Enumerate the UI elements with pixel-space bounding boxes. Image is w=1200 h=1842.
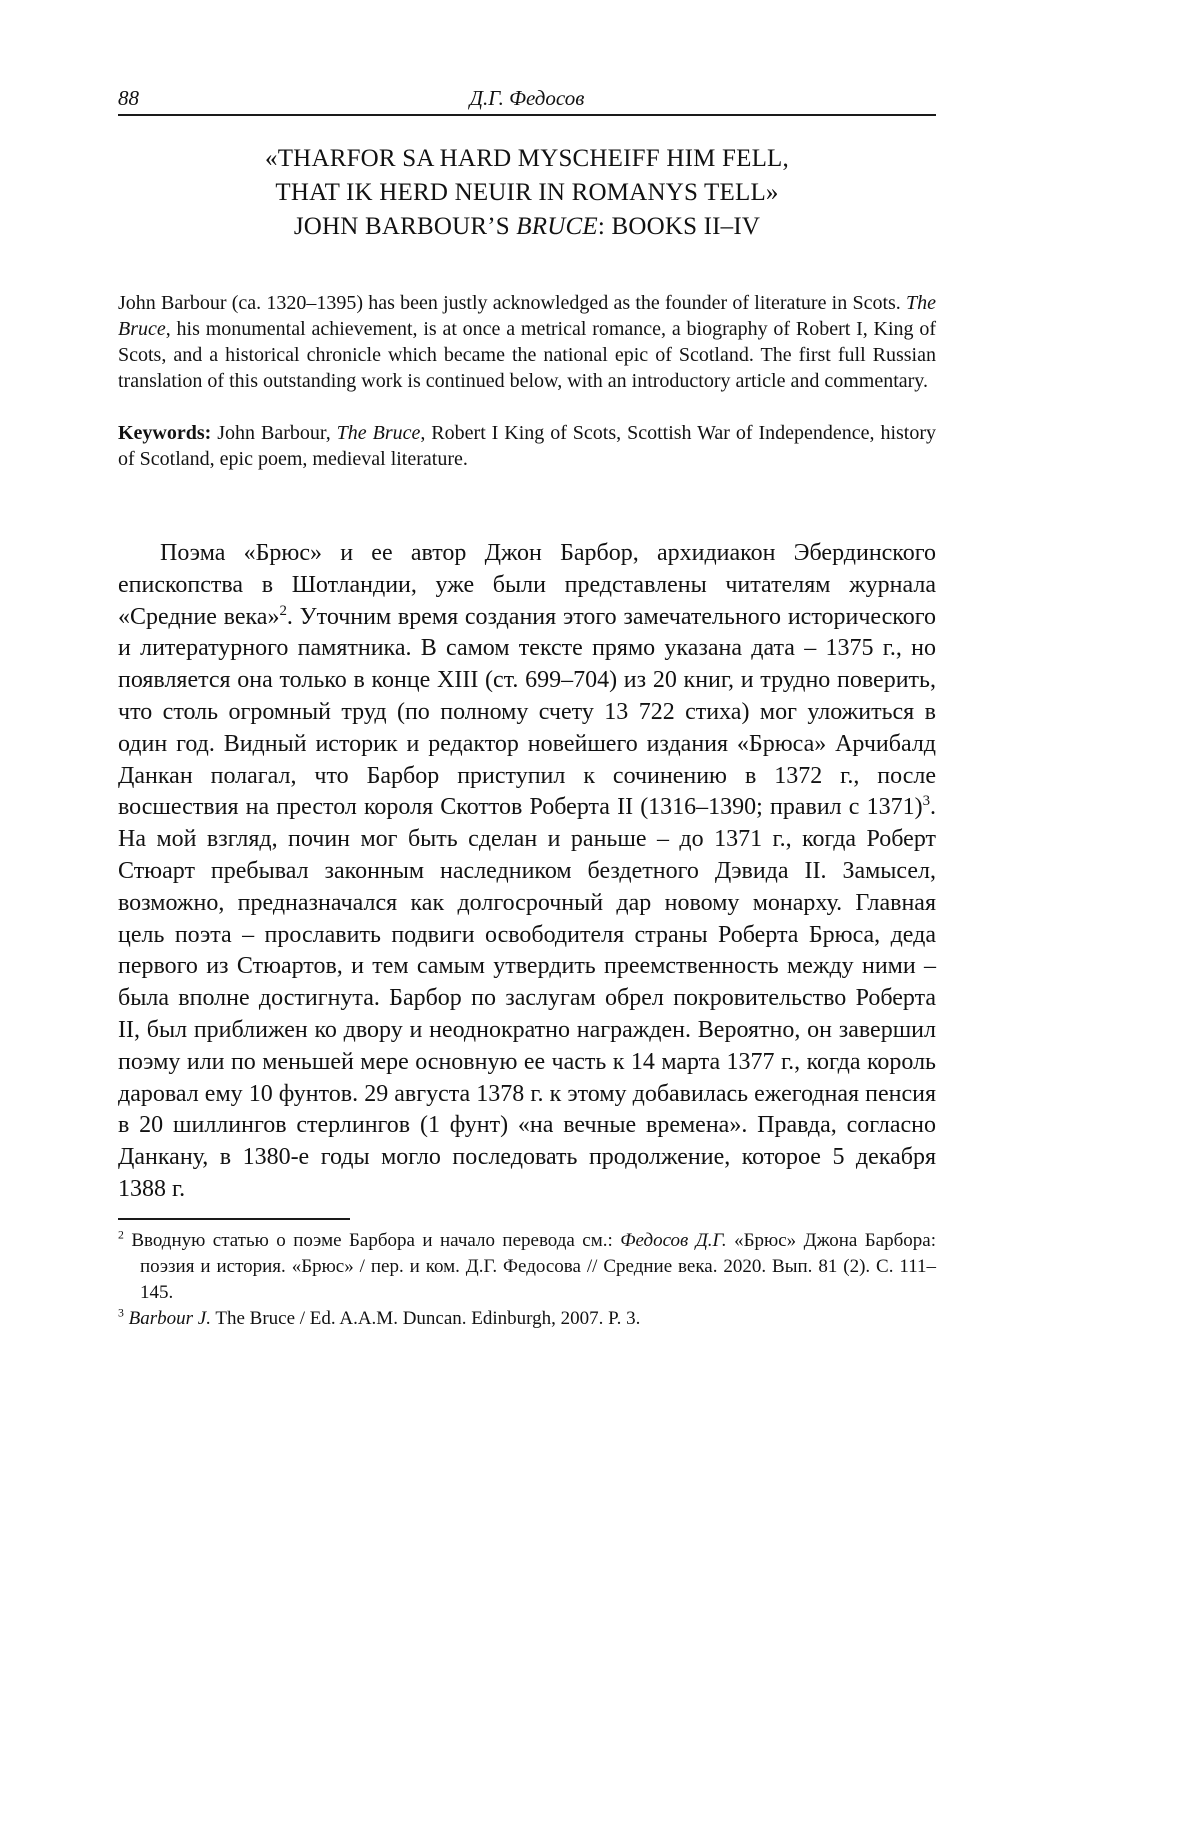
footnote-ref-2: 2: [279, 602, 287, 619]
title-line3-bruce-italic: BRUCE: [516, 213, 598, 240]
abstract-seg-3: , his monumental achievement, is at once a metrical romance, a biography of Robert I, King of Scots, and a historical chronicle which became the national epic of Scotland. The first full Russian translation of this outstanding work is continued below, with an introductory article and commentary.: [118, 318, 936, 392]
footnote-2-seg-3: «Брюс» Джона Барбора: поэзия и история. «Брюс» / пер. и ком. Д.Г. Федосова // Средние века. 2020. Вып. 81 (2). С. 111–145.: [140, 1229, 936, 1303]
footnote-3: [118, 1306, 936, 1332]
footnote-2-seg-1: Вводную статью о поэме Барбора и начало перевода см.:: [123, 1229, 621, 1251]
keywords-bruce-italic: The Bruce: [336, 422, 421, 444]
keywords-label: Keywords:: [118, 422, 212, 444]
title-line-2: THAT IK HERD NEUIR IN ROMANYS TELL»: [275, 179, 779, 206]
title-line-3: [118, 210, 936, 244]
keywords-paragraph: [118, 420, 936, 472]
running-header: [118, 84, 936, 112]
footnote-3-author-italic: Barbour J.: [128, 1307, 211, 1329]
body-p1-seg-3: . На мой взгляд, почин мог быть сделан и раньше – до 1371 г., когда Роберт Стюарт пребывал законным наследником бездетного Дэвида II. Замысел, возможно, предназначался как долгосрочный дар новому монарху. Главная цель поэта – прославить подвиги освободителя страны Роберта Брюса, деда первого из Стюартов, и тем самым утвердить преемственность между ними – была вполне достигнута. Барбор по заслугам обрел покровительство Роберта II, был приближен ко двору и неоднократно награжден. Вероятно, он завершил поэму или по меньшей мере основную ее часть к 14 марта 1377 г., когда король даровал ему 10 фунтов. 29 августа 1378 г. к этому добавилась ежегодная пенсия в 20 шиллингов стерлингов (1 фунт) «на вечные времена». Правда, согласно Данкану, в 1380-е годы могло последовать продолжение, которое 5 декабря 1388 г.: [118, 794, 936, 1202]
running-head-author: Д.Г. Федосов: [469, 86, 585, 110]
abstract-seg-1: John Barbour (ca. 1320–1395) has been justly acknowledged as the founder of literature in Scots.: [118, 292, 906, 314]
body-paragraph-1: [118, 538, 936, 1206]
keywords-seg-1: John Barbour,: [211, 422, 337, 444]
article-body: [118, 538, 936, 1206]
page-number: 88: [118, 86, 139, 110]
footnote-separator-rule: [118, 1218, 350, 1220]
title-line3-pre: JOHN BARBOUR’S: [293, 213, 517, 240]
abstract-paragraph: [118, 290, 936, 394]
footnote-2-marker: 2: [118, 1228, 124, 1242]
footnote-ref-3: 3: [922, 793, 930, 810]
footnote-2-author-italic: Федосов Д.Г.: [620, 1229, 727, 1251]
article-title: [118, 142, 936, 244]
footnote-3-seg-2: The Bruce / Ed. A.A.M. Duncan. Edinburgh, 2007. P. 3.: [210, 1307, 641, 1329]
footnotes-section: [118, 1228, 936, 1332]
footnote-3-marker: 3: [118, 1306, 124, 1320]
title-line-1: «THARFOR SA HARD MYSCHEIFF HIM FELL,: [265, 145, 789, 172]
body-p1-seg-1: Поэма «Брюс» и ее автор Джон Барбор, архидиакон Эбердинского епископства в Шотландии, уже были представлены читателям журнала «Средние века»: [118, 540, 936, 630]
footnote-2: [118, 1228, 936, 1306]
keywords-seg-3: , Robert I King of Scots, Scottish War of Independence, history of Scotland, epic poem, medieval literature.: [118, 422, 936, 470]
header-rule: [118, 114, 936, 116]
body-p1-seg-2: . Уточним время создания этого замечательного исторического и литературного памятника. В самом тексте прямо указана дата – 1375 г., но появляется она только в конце XIII (ст. 699–704) из 20 книг, и трудно поверить, что столь огромный труд (по полному счету 13 722 стиха) мог уложиться в один год. Видный историк и редактор новейшего издания «Брюса» Арчибалд Данкан полагал, что Барбор приступил к сочинению в 1372 г., после восшествия на престол короля Скоттов Роберта II (1316–1390; правил с 1371): [118, 603, 936, 821]
page-content: [118, 84, 936, 1332]
abstract-bruce-italic: The Bruce: [118, 292, 936, 340]
title-line3-post: : BOOKS II–IV: [597, 213, 761, 240]
